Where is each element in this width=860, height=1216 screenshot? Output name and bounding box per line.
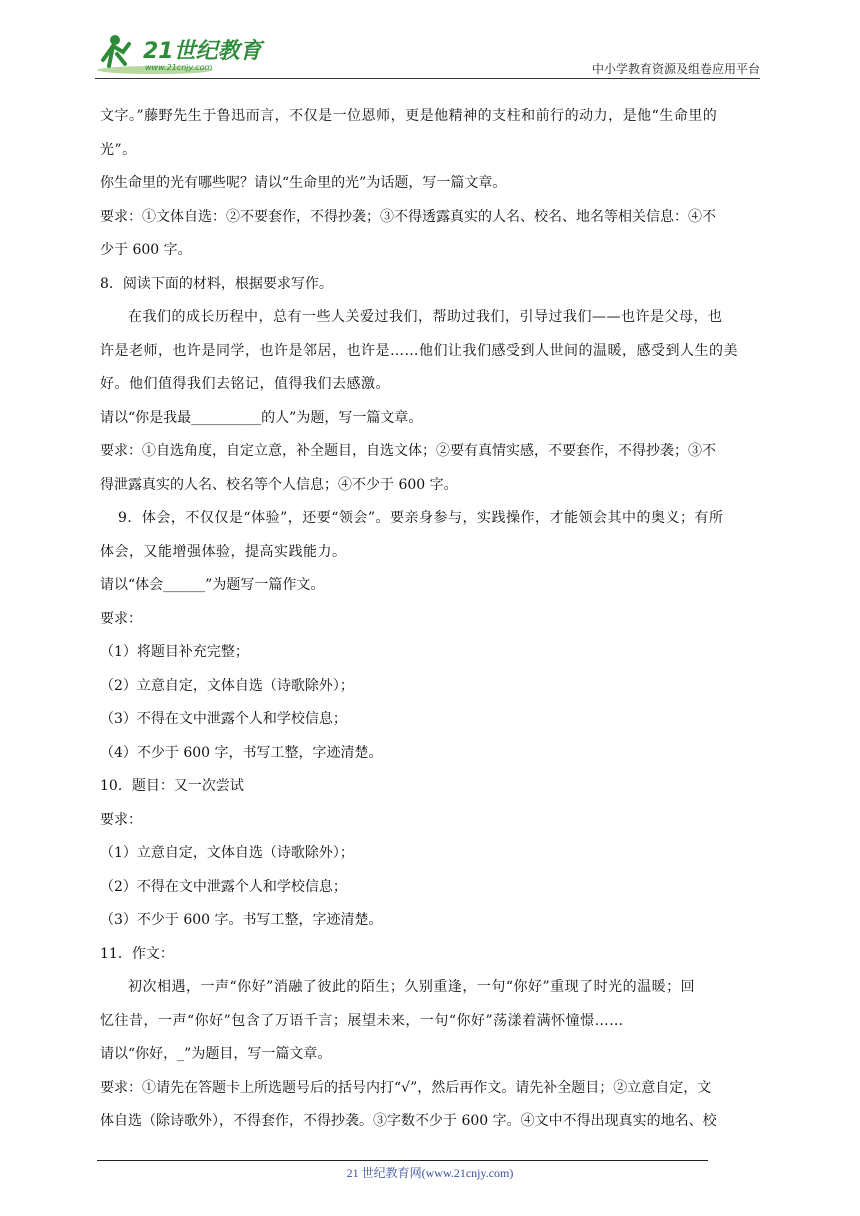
- text-line: 要求：①文体自选：②不要套作，不得抄袭；③不得透露真实的人名、校名、地名等相关信息：④不: [100, 208, 716, 225]
- document-body: [100, 100, 766, 1139]
- text-line: 要求：: [100, 811, 142, 828]
- text-line: 好。他们值得我们去铭记，值得我们去感激。: [100, 376, 390, 392]
- text-line: 光”。: [100, 141, 137, 158]
- svg-text:www.21cnjy.com: www.21cnjy.com: [145, 63, 213, 72]
- text-line: （2）立意自定，文体自选（诗歌除外）；: [100, 677, 354, 694]
- footer-divider: [97, 1160, 708, 1161]
- text-line: 体自选（除诗歌外），不得套作，不得抄袭。③字数不少于 600 字。④文中不得出现真实的地名、校: [100, 1113, 717, 1129]
- question-10-heading: 10．题目：又一次尝试: [100, 778, 244, 794]
- logo-21cnjy-icon: [95, 30, 265, 76]
- page-header: [95, 30, 760, 80]
- text-line: （3）不得在文中泄露个人和学校信息；: [100, 711, 347, 727]
- text-line: 要求：①自选角度，自定立意，补全题目，自选文体；②要有真情实感，不要套作，不得抄袭；③不: [100, 443, 716, 459]
- text-line: 体会，又能增强体验，提高实践能力。: [100, 543, 347, 560]
- text-line: （1）立意自定，文体自选（诗歌除外）；: [100, 845, 354, 861]
- text-line: 初次相遇，一声“你好”消融了彼此的陌生；久别重逢，一句“你好”重现了时光的温暖；回: [128, 979, 696, 995]
- question-11-heading: 11．作文：: [100, 945, 174, 962]
- text-line: （4）不少于 600 字，书写工整，字迹清楚。: [100, 744, 383, 761]
- platform-name: 中小学教育资源及组卷应用平台: [591, 62, 760, 76]
- text-line: （2）不得在文中泄露个人和学校信息；: [100, 878, 347, 895]
- header-divider: [95, 78, 760, 79]
- page-footer: 21 世纪教育网(www.21cnjy.com): [346, 1166, 514, 1180]
- question-8-heading: 8．阅读下面的材料，根据要求写作。: [100, 275, 333, 292]
- text-line: 要求：①请先在答题卡上所选题号后的括号内打“√”，然后再作文。请先补全题目；②立意自定，文: [100, 1079, 712, 1096]
- text-line: 忆往昔，一声“你好”包含了万语千言；展望未来，一句“你好”荡漾着满怀憧憬……: [100, 1012, 624, 1029]
- text-line: 许是老师，也许是同学，也许是邻居，也许是……他们让我们感受到人世间的温暖，感受到人生的美: [100, 342, 738, 359]
- text-line: 在我们的成长历程中，总有一些人关爱过我们，帮助过我们，引导过我们——也许是父母，也: [128, 309, 723, 325]
- text-line: （1）将题目补充完整；: [100, 644, 249, 660]
- text-line: 请以“你是我最__________的人”为题，写一篇文章。: [100, 409, 423, 426]
- text-line: 你生命里的光有哪些呢？请以“生命里的光”为话题，写一篇文章。: [100, 175, 507, 191]
- text-line: 请以“体会______”为题写一篇作文。: [100, 577, 325, 593]
- text-line: 少于 600 字。: [100, 242, 192, 258]
- text-line: （3）不少于 600 字。书写工整，字迹清楚。: [100, 912, 383, 928]
- text-line: 请以“你好，_”为题目，写一篇文章。: [100, 1046, 332, 1062]
- text-line: 文字。”藤野先生于鲁迅而言，不仅是一位恩师，更是他精神的支柱和前行的动力，是他“生命里的: [100, 108, 718, 124]
- question-9-heading: 9．体会，不仅仅是“体验”，还要“领会”。要亲身参与，实践操作，才能领会其中的奥义；有所: [118, 510, 724, 526]
- text-line: 得泄露真实的人名、校名等个人信息；④不少于 600 字。: [100, 476, 458, 493]
- text-line: 要求：: [100, 610, 142, 627]
- svg-text:21世纪教育: 21世纪教育: [143, 39, 262, 64]
